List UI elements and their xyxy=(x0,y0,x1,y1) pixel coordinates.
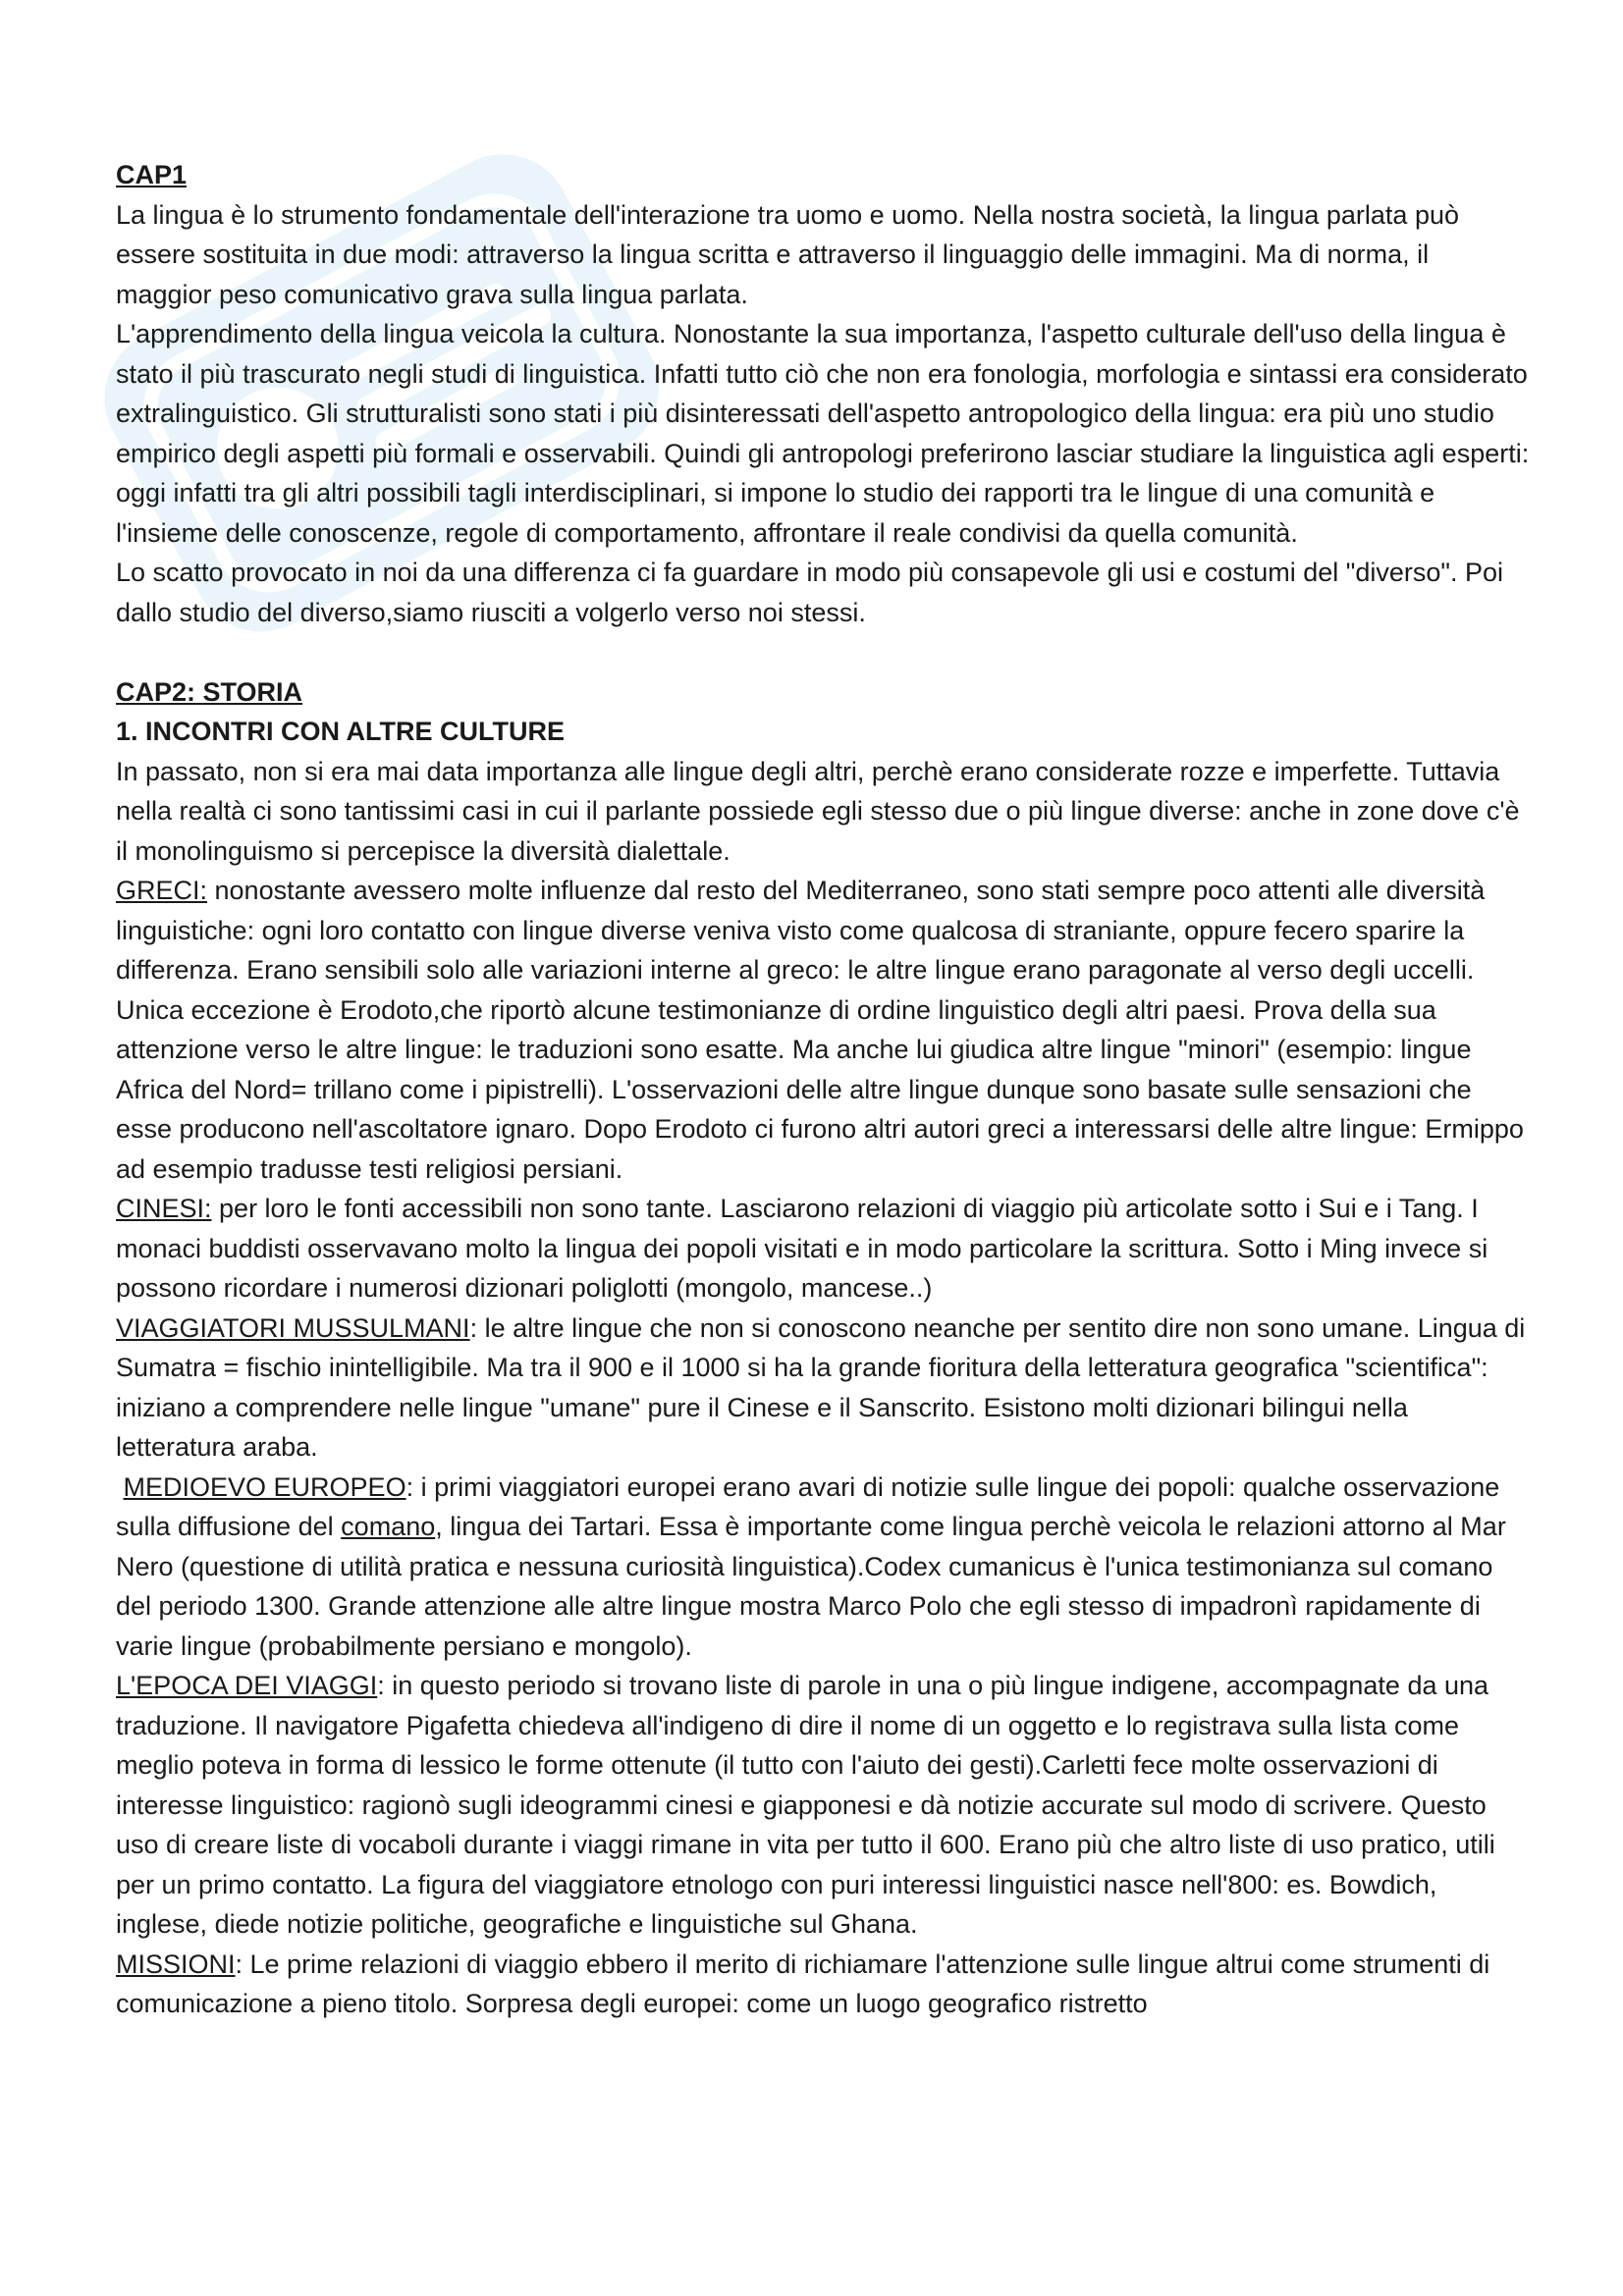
cinesi-paragraph xyxy=(116,1189,1530,1308)
viaggiatori-text: : le altre lingue che non si conoscono neanche per sentito dire non sono umane. Lingua di Sumatra = fischio inintelligibile. Ma tra il 900 e il 1000 si ha la grande fioritura della letteratura geografica "scientifica": iniziano a comprendere nelle lingue "umane" pure il Cinese e il Sanscrito. Esistono molti dizionari bilingui nella letteratura araba. xyxy=(116,1312,1526,1462)
cap1-paragraph: La lingua è lo strumento fondamentale dell'interazione tra uomo e uomo. Nella nostra società, la lingua parlata può essere sostituita in due modi: attraverso la lingua scritta e attraverso il linguaggio delle immagini. Ma di norma, il maggior peso comunicativo grava sulla lingua parlata. xyxy=(116,199,1459,309)
missioni-text: : Le prime relazioni di viaggio ebbero il merito di richiamare l'attenzione sulle lingue altrui come strumenti di comunicazione a pieno titolo. Sorpresa degli europei: come un luogo geografico ristretto xyxy=(116,1949,1490,2018)
cap1-heading: CAP1 xyxy=(116,160,188,189)
medioevo-text-before: : i primi viaggiatori europei erano avari di notizie sulle lingue dei popoli: qualche osservazione sulla diffusione del xyxy=(116,1471,1500,1541)
missioni-paragraph xyxy=(116,1945,1530,2024)
epoca-paragraph xyxy=(116,1666,1530,1945)
medioevo-label: MEDIOEVO EUROPEO xyxy=(123,1471,406,1502)
viaggiatori-label: VIAGGIATORI MUSSULMANI xyxy=(116,1312,470,1343)
cinesi-text: per loro le fonti accessibili non sono tante. Lasciarono relazioni di viaggio più articolate sotto i Sui e i Tang. I monaci buddisti osservavano molto la lingua dei popoli visitati e in modo particolare la scrittura. Sotto i Ming invece si possono ricordare i numerosi dizionari poliglotti (mongolo, mancese..) xyxy=(116,1194,1488,1303)
cap2-heading: CAP2: STORIA xyxy=(116,676,303,707)
cap1-paragraph: L'apprendimento della lingua veicola la cultura. Nonostante la sua importanza, l'aspetto culturale dell'uso della lingua è stato il più trascurato negli studi di linguistica. Infatti tutto ciò che non era fonologia, morfologia e sintassi era considerato extralinguistico. Gli strutturalisti sono stati i più disinteressati dell'aspetto antropologico della lingua: era più uno studio empirico degli aspetti più formali e osservabili. Quindi gli antropologi preferirono lasciar studiare la linguistica agli esperti: oggi infatti tra gli altri possibili tagli interdisciplinari, si impone lo studio dei rapporti tra le lingue di una comunità e l'insieme delle conoscenze, regole di comportamento, affrontare il reale condivisi da quella comunità. xyxy=(116,319,1530,548)
section-spacer xyxy=(116,632,1530,672)
greci-label: GRECI: xyxy=(116,876,208,905)
comano-term: comano xyxy=(341,1512,436,1541)
cap2-intro: In passato, non si era mai data importanza alle lingue degli altri, perchè erano considerate rozze e imperfette. Tuttavia nella realtà ci sono tantissimi casi in cui il parlante possiede egli stesso due o più lingue diverse: anche in zone dove c'è il monolinguismo si percepisce la diversità dialettale. xyxy=(116,756,1520,866)
cap2-subheading: 1. INCONTRI CON ALTRE CULTURE xyxy=(116,717,565,746)
document-page xyxy=(116,155,1530,2024)
cap1-paragraph: Lo scatto provocato in noi da una differenza ci fa guardare in modo più consapevole gli usi e costumi del "diverso". Poi dallo studio del diverso,siamo riusciti a volgerlo verso noi stessi. xyxy=(116,558,1504,627)
missioni-label: MISSIONI xyxy=(116,1949,236,1979)
greci-paragraph xyxy=(116,871,1530,1189)
epoca-text: : in questo periodo si trovano liste di parole in una o più lingue indigene, accompagnate da una traduzione. Il navigatore Pigafetta chiedeva all'indigeno di dire il nome di un oggetto e lo registrava sulla lista come meglio poteva in forma di lessico le forme ottenute (il tutto con l'aiuto dei gesti).Carletti fece molte osservazioni di interesse linguistico: ragionò sugli ideogrammi cinesi e giapponesi e dà notizie accurate sul modo di scrivere. Questo uso di creare liste di vocaboli durante i viaggi rimane in vita per tutto il 600. Erano più che altro liste di uso pratico, utili per un primo contatto. La figura del viaggiatore etnologo con puri interessi linguistici nasce nell'800: es. Bowdich, inglese, diede notizie politiche, geografiche e linguistiche sul Ghana. xyxy=(116,1671,1495,1939)
cinesi-label: CINESI: xyxy=(116,1194,212,1223)
epoca-label: L'EPOCA DEI VIAGGI xyxy=(116,1671,378,1700)
medioevo-text-after: , lingua dei Tartari. Essa è importante come lingua perchè veicola le relazioni attorno al Mar Nero (questione di utilità pratica e nessuna curiosità linguistica).Codex cumanicus è l'unica testimonianza sul comano del periodo 1300. Grande attenzione alle altre lingue mostra Marco Polo che egli stesso di impadronì rapidamente di varie lingue (probabilmente persiano e mongolo). xyxy=(116,1512,1506,1661)
greci-text: nonostante avessero molte influenze dal resto del Mediterraneo, sono stati sempre poco attenti alle diversità linguistiche: ogni loro contatto con lingue diverse veniva visto come qualcosa di straniante, oppure fecero sparire la differenza. Erano sensibili solo alle variazioni interne al greco: le altre lingue erano paragonate al verso degli uccelli. Unica eccezione è Erodoto,che riportò alcune testimonianze di ordine linguistico degli altri paesi. Prova della sua attenzione verso le altre lingue: le traduzioni sono esatte. Ma anche lui giudica altre lingue "minori" (esempio: lingue Africa del Nord= trillano come i pipistrelli). L'osservazioni delle altre lingue dunque sono basate sulle sensazioni che esse producono nell'ascoltatore ignaro. Dopo Erodoto ci furono altri autori greci a interessarsi delle altre lingue: Ermippo ad esempio tradusse testi religiosi persiani. xyxy=(116,876,1524,1184)
medioevo-paragraph xyxy=(116,1468,1530,1667)
viaggiatori-paragraph xyxy=(116,1308,1530,1468)
